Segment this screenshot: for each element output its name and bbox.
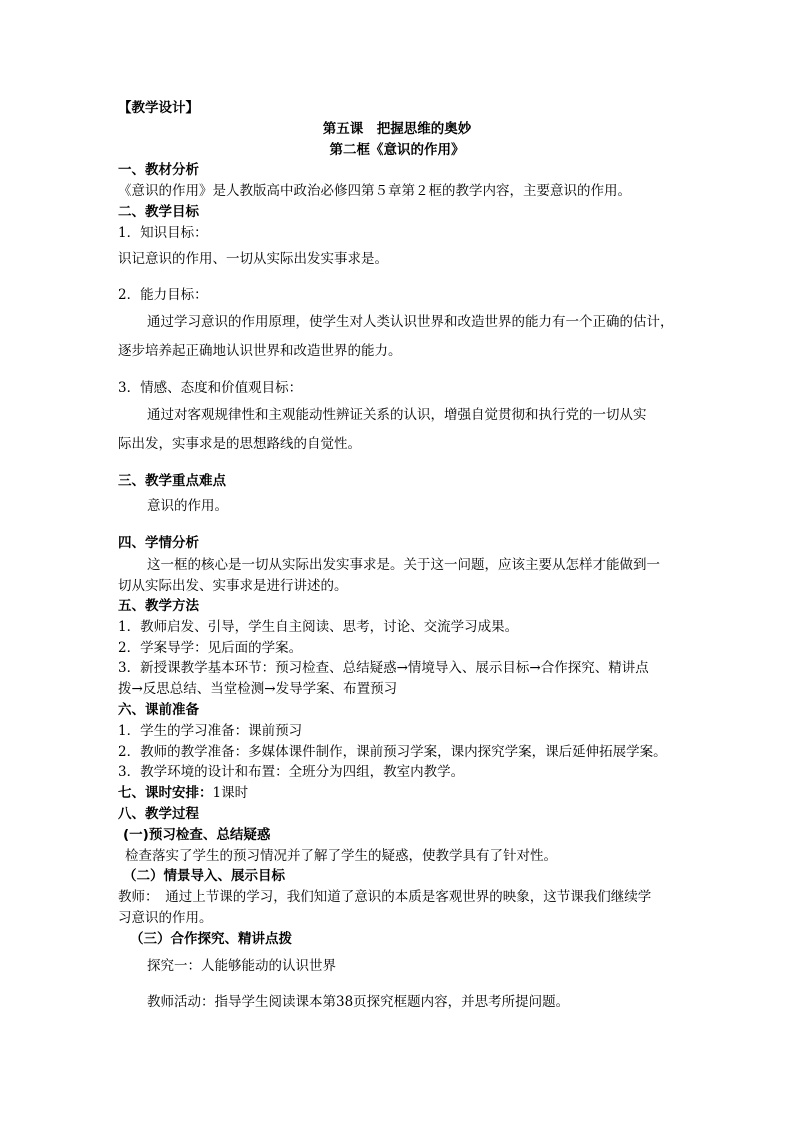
heading-schedule: 七、课时安排： [118, 785, 213, 801]
heading-teaching-process: 八、教学过程 [118, 806, 199, 822]
process-step-2-heading: （二）情景导入、展示目标 [123, 868, 285, 884]
process-step-2-line-2: 习意识的作用。 [118, 910, 213, 926]
key-points-text: 意识的作用。 [147, 498, 228, 514]
process-step-1-text: 检查落实了学生的预习情况并了解了学生的疑惑，使教学具有了针对性。 [125, 848, 557, 864]
lesson-title: 第五课 把握思维的奥妙 [322, 121, 472, 137]
emotion-goal-line-2: 际出发，实事求是的思想路线的自觉性。 [118, 436, 361, 452]
student-analysis-line-2: 切从实际出发、实事求是进行讲述的。 [118, 578, 348, 594]
method-item-1: 1．教师启发、引导，学生自主阅读、思考，讨论、交流学习成果。 [118, 619, 519, 635]
heading-key-points: 三、教学重点难点 [118, 473, 226, 489]
emotion-goal-line-1: 通过对客观规律性和主观能动性辨证关系的认识，增强自觉贯彻和执行党的一切从实 [147, 407, 647, 423]
process-step-1-heading: (一)预习检查、总结疑惑 [123, 827, 271, 843]
heading-preparation: 六、课前准备 [118, 702, 199, 718]
ability-goal-line-1: 通过学习意识的作用原理，使学生对人类认识世界和改造世界的能力有一个正确的估计， [147, 314, 674, 330]
preparation-item-3: 3．教学环境的设计和布置：全班分为四组，教室内教学。 [118, 764, 465, 780]
method-item-3-line-1: 3．新授课教学基本环节：预习检查、总结疑惑→情境导入、展示目标→合作探究、精讲点 [118, 660, 649, 676]
section-title: 第二框《意识的作用》 [329, 142, 465, 158]
heading-teaching-goals: 二、教学目标 [118, 204, 199, 220]
process-step-2-line-1: 教师： 通过上节课的学习，我们知道了意识的本质是客观世界的映象，这节课我们继续学 [118, 889, 652, 905]
inquiry-1: 探究一：人能够能动的认识世界 [147, 958, 336, 974]
preparation-item-1: 1．学生的学习准备：课前预习 [118, 723, 303, 739]
heading-student-analysis: 四、学情分析 [118, 535, 199, 551]
schedule-line [118, 784, 248, 802]
student-analysis-line-1: 这一框的核心是一切从实际出发实事求是。关于这一问题，应该主要从怎样才能做到一 [147, 557, 660, 573]
teacher-activity: 教师活动：指导学生阅读课本第38页探究框题内容，并思考所提问题。 [147, 994, 570, 1010]
method-item-3-line-2: 拨→反思总结、当堂检测→发导学案、布置预习 [118, 681, 398, 697]
heading-teaching-methods: 五、教学方法 [118, 598, 199, 614]
textbook-analysis-text: 《意识的作用》是人教版高中政治必修四第５章第２框的教学内容，主要意识的作用。 [118, 183, 631, 199]
knowledge-goal-text: 识记意识的作用、一切从实际出发实事求是。 [118, 251, 388, 267]
process-step-3-heading: （三）合作探究、精讲点拨 [130, 931, 292, 947]
ability-goal-line-2: 逐步培养起正确地认识世界和改造世界的能力。 [118, 343, 402, 359]
preparation-item-2: 2．教师的教学准备：多媒体课件制作，课前预习学案，课内探究学案，课后延伸拓展学案。 [118, 744, 667, 760]
schedule-value: 1课时 [212, 785, 249, 801]
method-item-2: 2．学案导学：见后面的学案。 [118, 640, 303, 656]
heading-textbook-analysis: 一、教材分析 [118, 162, 199, 178]
emotion-goal-label: 3．情感、态度和价值观目标： [118, 380, 303, 396]
knowledge-goal-label: 1．知识目标： [118, 225, 208, 241]
doc-tag: 【教学设计】 [118, 100, 199, 116]
ability-goal-label: 2．能力目标： [118, 287, 208, 303]
